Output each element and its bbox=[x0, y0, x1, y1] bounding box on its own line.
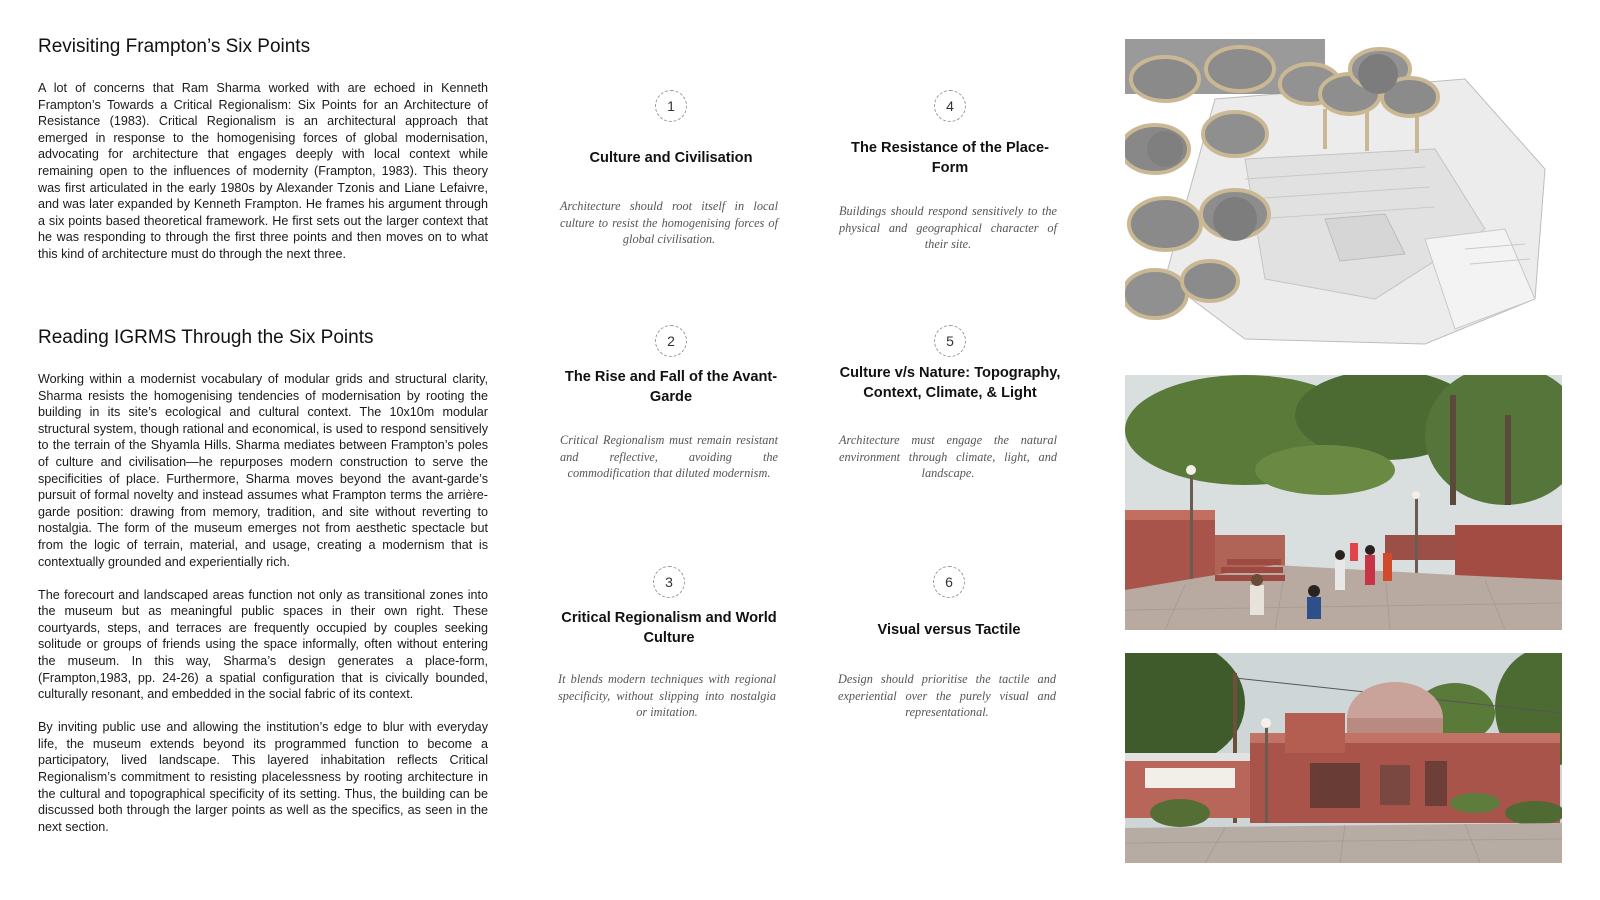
point-description: Buildings should respond sensitively to the physical and geographical character of their site. bbox=[839, 204, 1057, 252]
point-number-badge: 6 bbox=[933, 566, 965, 598]
museum-facade-photo bbox=[1125, 653, 1562, 863]
point-description: Architecture should root itself in local culture to resist the homogenising forces of global civilisation. bbox=[560, 199, 778, 247]
point-description: Design should prioritise the tactile and experiential over the purely visual and representational. bbox=[838, 672, 1056, 720]
point-description: It blends modern techniques with regional specificity, without slipping into nostalgia or imitation. bbox=[558, 672, 776, 720]
axonometric-drawing bbox=[1125, 39, 1562, 352]
point-number-badge: 2 bbox=[655, 325, 687, 357]
igrms-paragraph: The forecourt and landscaped areas function not only as transitional zones into the museum but as meaningful public spaces in their own right. These courtyards, steps, and terraces are frequently occupied by couples seeking solitude or groups of friends using the space informally, often without entering the museum. In this way, Sharma’s design generates a place-form, (Frampton,1983, pp. 24-26) a spatial configuration that is civically bounded, culturally resonant, and embedded in the social fabric of its context. bbox=[38, 587, 488, 702]
section-heading-igrms: Reading IGRMS Through the Six Points bbox=[38, 327, 374, 348]
point-description: Architecture must engage the natural environment through climate, light, and landscape. bbox=[839, 433, 1057, 481]
point-1 bbox=[560, 90, 782, 247]
point-number-badge: 4 bbox=[934, 90, 966, 122]
igrms-paragraph: Working within a modernist vocabulary of modular grids and structural clarity, Sharma resists the homogenising tendencies of modernisation by rooting the building in its site’s ecological and cultural context. The 10x10m modular structural system, though rational and economical, is used to respond sensitively to the terrain of the Shyamla Hills. Sharma mediates between Frampton’s poles of culture and civilisation—he repurposes modern construction to serve the specificities of place. Furthermore, Sharma moves beyond the avant-garde’s pursuit of formal novelty and instead assumes what Frampton terms the arrière-garde position: drawing from memory, tradition, and site without reverting to nostalgia. The form of the museum emerges not from aesthetic spectacle but from the logic of terrain, material, and usage, creating a modernism that is contextually grounded and experientially rich. bbox=[38, 372, 488, 569]
intro-paragraph: A lot of concerns that Ram Sharma worked with are echoed in Kenneth Frampton’s Towards a Critical Regionalism: Six Points for an Architecture of Resistance (1983). Critical Regionalism is an architectural approach that emerged in response to the homogenising forces of global modernisation, advocating for architecture that engages deeply with local context while remaining open to the influences of modernity (Frampton, 1983). This theory was first articulated in the early 1980s by Alexander Tzonis and Liane Lefaivre, and was later expanded by Kenneth Frampton. He frames his argument through a six points based theoretical framework. He first sets out the larger context that he was responding to through the first three points and then moves on to what this kind of architecture must do through the next three. bbox=[38, 81, 488, 261]
point-6 bbox=[838, 566, 1060, 720]
axonometric-svg bbox=[1125, 39, 1562, 352]
point-3 bbox=[558, 566, 780, 720]
facade-svg bbox=[1125, 653, 1562, 863]
section-heading-frampton: Revisiting Frampton’s Six Points bbox=[38, 36, 311, 57]
igrms-body bbox=[38, 371, 488, 852]
point-title: Culture v/s Nature: Topography, Context, Climate, & Light bbox=[839, 365, 1061, 401]
point-number-badge: 1 bbox=[655, 90, 687, 122]
forecourt-svg bbox=[1125, 375, 1562, 630]
point-number-badge: 3 bbox=[653, 566, 685, 598]
point-number-badge: 5 bbox=[934, 325, 966, 357]
point-title: Culture and Civilisation bbox=[589, 150, 753, 166]
forecourt-photo bbox=[1125, 375, 1562, 630]
point-title: Critical Regionalism and World Culture bbox=[561, 610, 777, 646]
point-4 bbox=[839, 90, 1061, 252]
igrms-paragraph: By inviting public use and allowing the institution’s edge to blur with everyday life, the museum extends beyond its programmed function to become a participatory, lived landscape. This layered inhabitation reflects Critical Regionalism’s commitment to resisting placelessness by rooting architecture in the cultural and topographical specificity of its setting. Thus, the building can be discussed both through the larger points as well as the specifics, as seen in the next section. bbox=[38, 720, 488, 834]
point-title: The Rise and Fall of the Avant-Garde bbox=[564, 369, 778, 405]
point-title: The Resistance of the Place-Form bbox=[851, 140, 1049, 176]
point-title: Visual versus Tactile bbox=[877, 622, 1021, 638]
point-2 bbox=[560, 325, 782, 481]
point-description: Critical Regionalism must remain resistant and reflective, avoiding the commodification that diluted modernism. bbox=[560, 433, 778, 481]
point-5 bbox=[839, 325, 1061, 481]
